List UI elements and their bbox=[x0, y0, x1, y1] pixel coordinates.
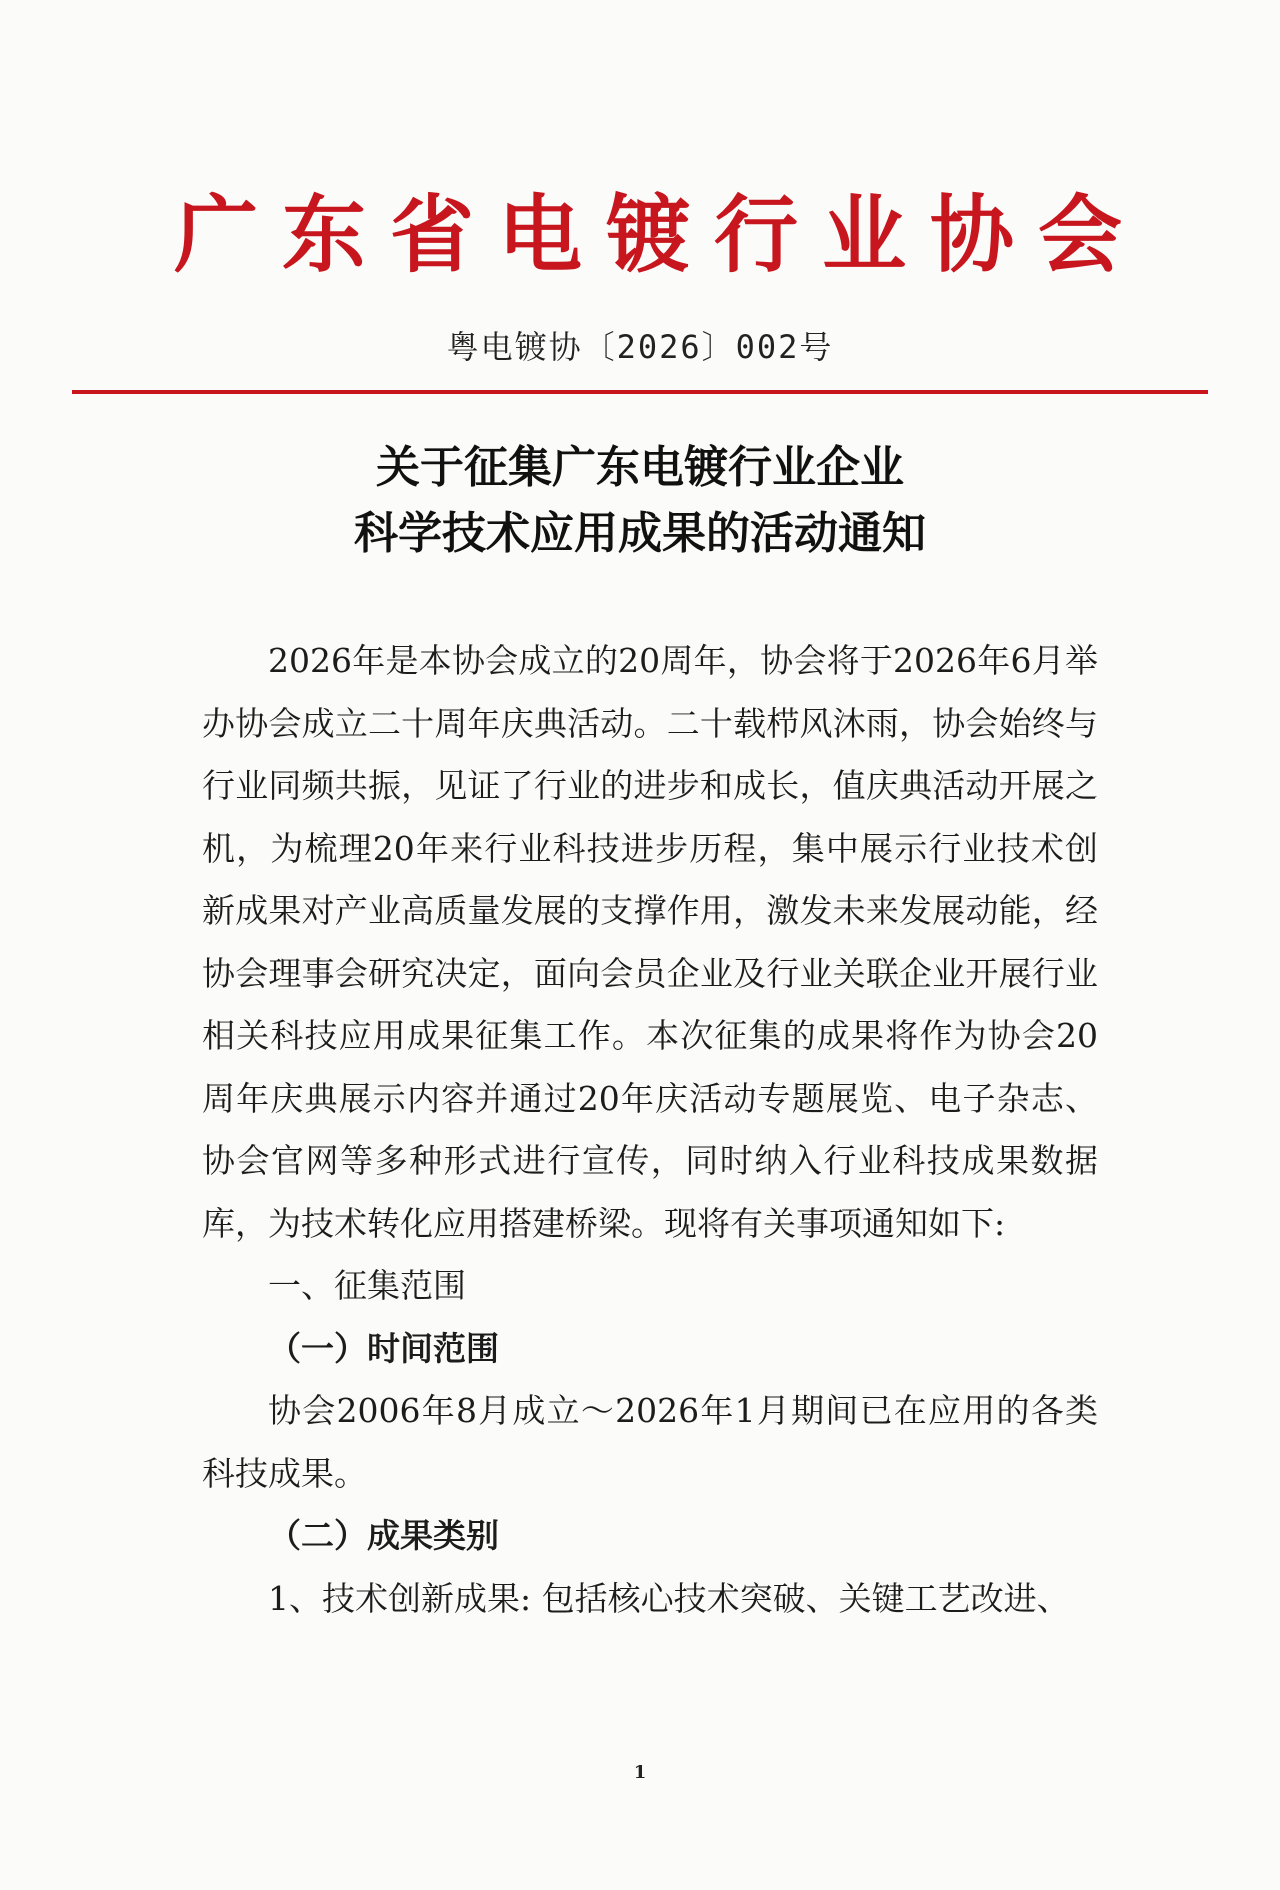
subsection-2-heading: （二）成果类别 bbox=[268, 1516, 499, 1555]
document-title bbox=[0, 435, 1280, 567]
page-number: 1 bbox=[633, 1762, 647, 1783]
intro-paragraph: 2026年是本协会成立的20周年，协会将于2026年6月举办协会成立二十周年庆典活动。二十载栉风沐雨，协会始终与行业同频共振，见证了行业的进步和成长，值庆典活动开展之机，为梳理20年来行业科技进步历程，集中展示行业技术创新成果对产业高质量发展的支撑作用，激发未来发展动能，经协会理事会研究决定，面向会员企业及行业关联企业开展行业相关科技应用成果征集工作。本次征集的成果将作为协会20周年庆典展示内容并通过20年庆活动专题展览、电子杂志、协会官网等多种形式进行宣传，同时纳入行业科技成果数据库，为技术转化应用搭建桥梁。现将有关事项通知如下: bbox=[202, 641, 1098, 1243]
section-1-heading: 一、征集范围 bbox=[268, 1266, 466, 1305]
organization-header: 广东省电镀行业协会 bbox=[173, 185, 1146, 284]
document-number: 粤电镀协〔2026〕002号 bbox=[446, 328, 834, 366]
title-line-1: 关于征集广东电镀行业企业 bbox=[376, 442, 904, 493]
document-body bbox=[202, 630, 1098, 1630]
subsection-1-text: 协会2006年8月成立～2026年1月期间已在应用的各类科技成果。 bbox=[202, 1391, 1098, 1493]
title-line-2: 科学技术应用成果的活动通知 bbox=[354, 508, 926, 559]
subsection-1-heading: （一）时间范围 bbox=[268, 1328, 499, 1368]
item-1-text: 1、技术创新成果: 包括核心技术突破、关键工艺改进、 bbox=[268, 1578, 1070, 1618]
red-divider bbox=[72, 390, 1208, 394]
